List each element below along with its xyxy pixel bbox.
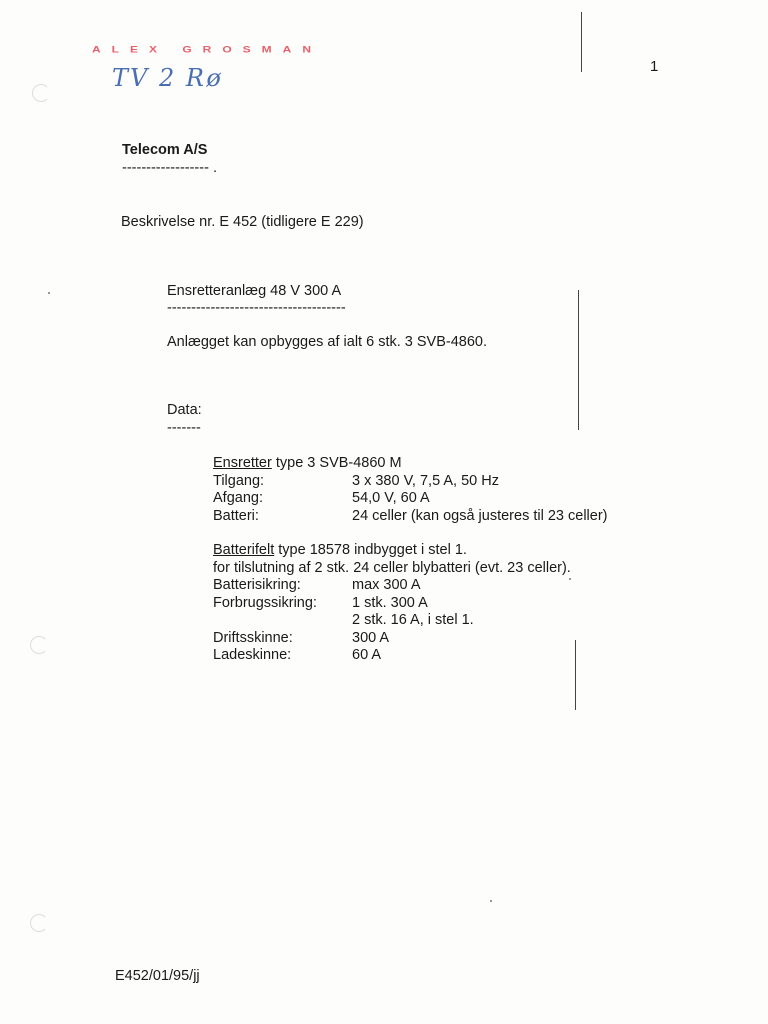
- battery-title-underlined: Batterifelt: [213, 542, 275, 558]
- rectifier-title-underlined: Ensretter: [213, 455, 272, 471]
- spec-value: 60 A: [352, 647, 382, 663]
- spec-row: [213, 595, 571, 613]
- spec-value: 54,0 V, 60 A: [352, 490, 430, 506]
- spec-key: Ladeskinne:: [213, 647, 292, 663]
- spec-key: Afgang:: [213, 490, 263, 506]
- page-number: 1: [650, 58, 659, 75]
- rectifier-title: [213, 455, 402, 473]
- spec-key: Forbrugssikring:: [213, 594, 317, 611]
- description-number: Beskrivelse nr. E 452 (tidligere E 229): [121, 214, 364, 230]
- scan-line: [575, 640, 576, 710]
- punch-hole: [30, 914, 48, 932]
- rectifier-title-rest: type 3 SVB-4860 M: [271, 455, 402, 471]
- spec-row: [213, 507, 608, 526]
- spec-row: [213, 490, 430, 508]
- spec-value: 1 stk. 300 A: [352, 594, 428, 611]
- spec-value: 24 celler (kan også justeres til 23 celler): [352, 507, 608, 524]
- spec-row: [213, 612, 571, 630]
- punch-hole: [32, 84, 50, 102]
- handwritten-note: TV 2 Rø: [112, 64, 223, 92]
- scan-line: [581, 12, 582, 72]
- battery-title: [213, 542, 571, 560]
- spec-value: 2 stk. 16 A, i stel 1.: [352, 612, 474, 628]
- scan-line: [578, 290, 579, 430]
- spec-key: Tilgang:: [213, 472, 265, 489]
- data-heading-underline: -------: [167, 420, 201, 436]
- system-description: Anlægget kan opbygges af ialt 6 stk. 3 SVB-4860.: [167, 334, 488, 350]
- scan-speck: [490, 900, 492, 902]
- company-name: Telecom A/S: [122, 142, 208, 158]
- data-heading: Data:: [167, 402, 202, 418]
- battery-title-rest: type 18578 indbygget i stel 1.: [274, 542, 467, 558]
- punch-hole: [30, 636, 48, 654]
- spec-row: [213, 577, 571, 595]
- rectifier-spec: [213, 455, 608, 525]
- spec-value: 300 A: [352, 629, 390, 646]
- battery-connection-text: for tilslutning af 2 stk. 24 celler blybatteri (evt. 23 celler).: [213, 559, 571, 576]
- company-underline: ------------------ .: [122, 160, 217, 176]
- battery-connection-note: [213, 560, 571, 578]
- spec-row: [213, 472, 499, 491]
- company-stamp: ALEX GROSMAN: [92, 44, 323, 55]
- spec-value: 3 x 380 V, 7,5 A, 50 Hz: [352, 472, 499, 489]
- spec-key: Batterisikring:: [213, 577, 301, 593]
- system-title: Ensretteranlæg 48 V 300 A: [167, 283, 342, 299]
- spec-row: [213, 630, 571, 648]
- battery-spec: [213, 542, 571, 665]
- spec-key: Driftsskinne:: [213, 629, 293, 646]
- scan-speck: [48, 292, 50, 294]
- spec-value: max 300 A: [352, 577, 421, 593]
- spec-key: Batteri:: [213, 507, 259, 524]
- document-reference: E452/01/95/jj: [115, 968, 200, 984]
- spec-row: [213, 647, 571, 665]
- system-title-underline: -------------------------------------: [167, 300, 346, 316]
